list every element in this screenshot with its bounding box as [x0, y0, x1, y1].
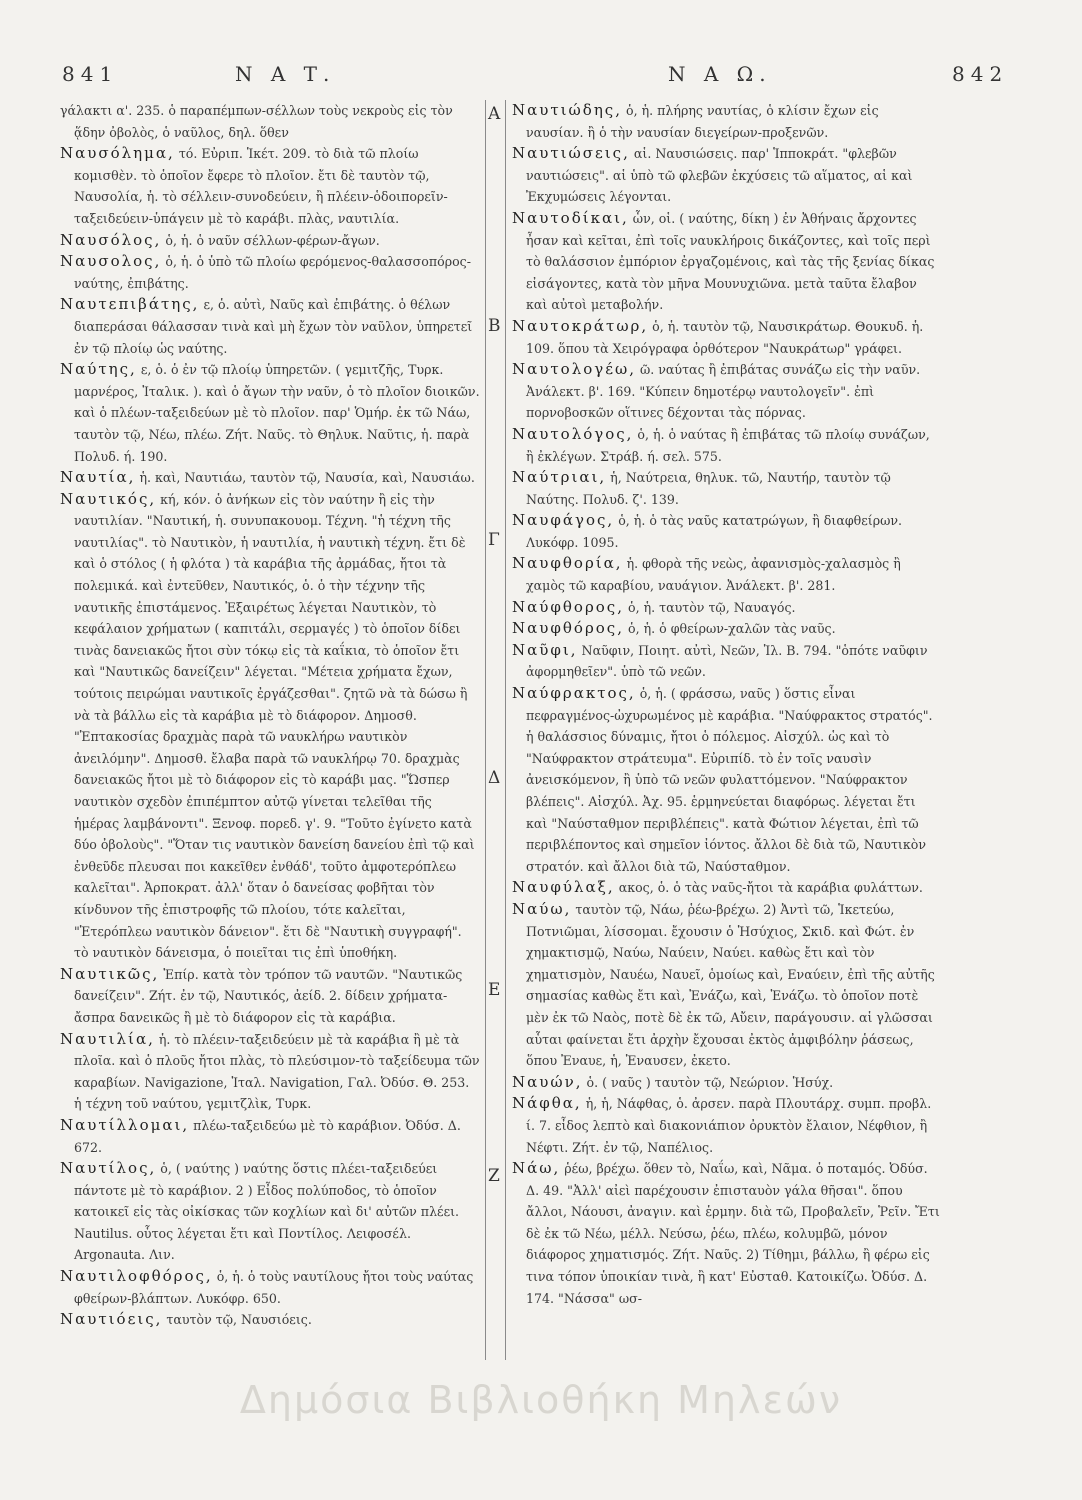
entry-headword: Ναύω,: [512, 899, 572, 918]
dictionary-entry: [512, 553, 940, 596]
dictionary-entry: [512, 1158, 940, 1309]
entry-text: ὁ, ἡ. ὁ ὑπὸ τῶ πλοίω φερόμενος-θαλασσοπόρος-ναύτης, ἐπιβάτης.: [74, 254, 471, 291]
entry-headword: Ναυτολογέω,: [512, 360, 636, 379]
entry-headword: Ναυτικῶς,: [60, 964, 160, 983]
entry-text: ἡ. καὶ, Ναυτιάω, ταυτὸν τῷ, Ναυσία, καὶ, Ναυσιάω.: [139, 470, 475, 486]
entry-headword: Ναυτιώσεις,: [512, 144, 630, 163]
entry-headword: Ναυσολος,: [60, 252, 162, 271]
entry-text: ὁ, ἡ. ὁ τὰς ναῦς κατατρώγων, ἢ διαφθείρων. Λυκόφρ. 1095.: [526, 513, 903, 550]
dictionary-entry: [512, 208, 940, 316]
entry-text: πλέω-ταξειδεύω μὲ τὸ καράβιον. Ὀδύσ. Δ. 672.: [74, 1117, 461, 1155]
column-divider-left: [485, 100, 486, 1360]
dictionary-entry: [512, 899, 940, 1072]
right-page-number: 842: [952, 62, 1009, 86]
dictionary-entry: [60, 489, 480, 964]
entry-headword: Ναύτριαι,: [512, 468, 607, 487]
entry-headword: Ναῦφι,: [512, 640, 578, 659]
entry-headword: Ναυτοκράτωρ,: [512, 316, 649, 335]
entry-text: ὁ, ( ναύτης ) ναύτης ὅστις πλέει-ταξειδεύει πάντοτε μὲ τὸ καράβιον. 2 ) Εἶδος πολύποδος, τὸ ὁποῖον κατοικεῖ εἰς τὰς οἰκίσκας τῶν κοχλίων καὶ δι' αὐτῶν πλέει. Nautilus. οὗτος λέγεται ἔτι καὶ Ποντίλος. Λειφοσέλ. Argonauta. Λιν.: [74, 1161, 460, 1263]
entry-headword: Ναυφθόρος,: [512, 619, 624, 638]
dictionary-entry: [60, 294, 480, 359]
dictionary-entry: [512, 467, 940, 510]
dictionary-entry: [512, 877, 940, 899]
entry-text: Ἐπίρ. κατὰ τὸν τρόπον τῶ ναυτῶν. "Ναυτικῶς δανείζειν". Ζήτ. ἐν τῷ, Ναυτικός, ἀείδ. 2. δίδειν χρήματα-ἄσπρα δανεικῶς ἢ μὲ τὸ διάφορον εἰς τὰ καράβια.: [74, 966, 463, 1025]
entry-text: ὁ, ἡ. ὁ φθείρων-χαλῶν τὰς ναῦς.: [627, 621, 836, 637]
entry-headword: Ναύφθορος,: [512, 597, 624, 616]
entry-headword: Ναύφρακτος,: [512, 684, 636, 703]
entry-text: ταυτὸν τῷ, Ναυσιόεις.: [166, 1312, 312, 1328]
section-letter: Β: [488, 316, 501, 336]
left-column: [60, 100, 480, 1331]
entry-headword: Ναυφύλαξ,: [512, 878, 615, 897]
entry-headword: Ναυτιόεις,: [60, 1310, 163, 1329]
entry-text: ακος, ὁ. ὁ τὰς ναῦς-ἤτοι τὰ καράβια φυλάττων.: [618, 880, 923, 896]
entry-headword: Ναυσόλος,: [60, 230, 162, 249]
entry-text: ὁ, ἡ. ταυτὸν τῷ, Ναυσικράτωρ. Θουκυδ. ἡ. 109. ὅπου τὰ Χειρόγραφα ὀρθότερον "Ναυκράτωρ" γράφει.: [526, 318, 924, 356]
dictionary-entry: [60, 964, 480, 1029]
dictionary-entry: [512, 143, 940, 208]
dictionary-entry: [512, 424, 940, 467]
entry-headword: Ναυσόλημα,: [60, 144, 175, 163]
entry-text: ῥέω, βρέχω. ὅθεν τὸ, Ναΐω, καὶ, Νᾶμα. ὁ ποταμός. Ὀδύσ. Δ. 49. "Ἀλλ' αἰεὶ παρέχουσιν ἐπισταυὸν γάλα θῆσαι". ὅπου ἄλλοι, Νάουσι, ἀναγιν. καὶ ἑρμην. διὰ τῶ, Προβαλεῖν, Ῥεῖν. Ἔτι δὲ ἐκ τῶ Νέω, μέλλ. Νεύσω, ῥέω, πλέω, κολυμβῶ, μόνον διάφορος χηματισμός. Ζήτ. Ναῦς. 2) Τίθημι, βάλλω, ἢ φέρω εἰς τινα τόπον ὑποικίαν τινὰ, ἢ κατ' Εὐσταθ. Κατοικίζω. Ὀδύσ. Δ. 174. "Νάσσα" ωσ-: [526, 1161, 940, 1306]
entry-text: ἡ, Ναύτρεια, θηλυκ. τῶ, Ναυτήρ, ταυτὸν τῷ Ναύτης. Πολυδ. ζ'. 139.: [526, 470, 891, 507]
entry-headword: Ναύτης,: [60, 360, 137, 379]
dictionary-entry: [512, 316, 940, 359]
dictionary-entry: [512, 1093, 940, 1158]
entry-text: Ναῦφιν, Ποιητ. αὐτὶ, Νεῶν, Ἰλ. Β. 794. "ὁπότε ναῦφιν ἀφορμηθεῖεν". ὑπὸ τῶ νεῶν.: [526, 642, 928, 680]
dictionary-entry: [512, 683, 940, 877]
dictionary-entry: [60, 1309, 480, 1331]
entry-text: κή, κόν. ὁ ἀνήκων εἰς τὸν ναύτην ἢ εἰς τὴν ναυτιλίαν. "Ναυτική, ἡ. συνυπακουομ. Τέχνη. "ἡ τέχνη τῆς ναυτιλίας". τὸ Ναυτικὸν, ἡ ναυτιλία, ἡ ναυτικὴ τέχνη. ἔτι δὲ καὶ ὁ στόλος ( ἡ φλότα ) τὰ καράβια τῆς ἀρμάδας, ἤτοι τὰ πολεμικά. καὶ ἐντεῦθεν, Ναυτικός, ὁ. ὁ τὴν τέχνην τῆς ναυτικῆς ἐπιστάμενος. Ἐξαιρέτως λέγεται Ναυτικὸν, τὸ κεφάλαιον χρήματων ( καπιτάλι, σερμαγές ) τὸ ὁποῖον δίδει τινὰς δανειακῶς ἤτοι σὺν τόκῳ εἰς τὰ καΐκια, τὸ ὁποῖον ἔτι καὶ "Ναυτικῶς δανείζειν" λέγεται. "Μέτεια χρήματα ἔχων, τούτοις πειρώμαι ναυτικοῖς ἐργάζεσθαι". ζητῶ νὰ τὰ δώσω ἢ νὰ τὰ βάλλω εἰς τὰ καράβια μὲ τὸ διάφορον. Δημοσθ. "Ἐπτακοσίας δραχμὰς παρὰ τῶ ναυκλήρω ναυτικὸν ἀνειλόμην". Δημοσθ. ἔλαβα παρὰ τῶ ναυκλήρῳ 70. δραχμὰς δανειακῶς ἤτοι μὲ τὸ διάφορον εἰς τὸ καράβι μας. "Ὥσπερ ναυτικὸν σχεδὸν ἐπιπέμπτον αὐτῷ γίνεται τελεῖθαι τῆς ἡμέρας λαμβάνοντι". Ξενοφ. πορεδ. γ'. 9. "Τοῦτο ἐγίνετο κατὰ δύο ὀβολοὺς". "Ὅταν τις ναυτικὸν δανείση δανείου ἐπὶ τῷ καὶ ἐνθεῦδε πλευσαι ποι κακεῖθεν ἐνθάδ', τοῦτο ἀμφοτερόπλεω καλεῖται". Ἀρποκρατ. ἀλλ' ὅταν ὁ δανείσας φοβῆται τὸν κίνδυνον τῆς ἐπιστροφῆς τῶ πλοίου, τότε καλεῖται, "Ἑτερόπλεω ναυτικὸν δάνειον". ἔτι δὲ "Ναυτικὴ συγγραφή". τὸ ναυτικὸν δάνεισμα, ὁ ποιεῖται τις ἐπὶ ὑποθήκη.: [74, 491, 475, 961]
dictionary-entry: [60, 143, 480, 229]
dictionary-entry: [512, 510, 940, 553]
entry-text: ε, ὁ. ὁ ἐν τῷ πλοίῳ ὑπηρετῶν. ( γεμιτζῆς, Τυρκ. μαρνέρος, Ἰταλικ. ). καὶ ὁ ἄγων τὴν ναῦν, ὁ τὸ πλοῖον διοικῶν. καὶ ὁ πλέων-ταξειδεύων μὲ τὸ πλοῖον. παρ' Ὁμήρ. ἐκ τῶ Νάω, ταυτὸν τῷ, Νέω, πλέω. Ζήτ. Ναῦς. τὸ Θηλυκ. Ναῦτις, ἡ. παρὰ Πολυδ. ή. 190.: [74, 362, 480, 464]
dictionary-entry: [60, 359, 480, 467]
dictionary-entry: [60, 1158, 480, 1266]
dictionary-entry: [512, 640, 940, 683]
dictionary-entry: [512, 1072, 940, 1094]
dictionary-entry: [60, 467, 480, 489]
dictionary-entry: [512, 597, 940, 619]
entry-text: ὁ, ἡ. ταυτὸν τῷ, Ναυαγός.: [627, 599, 796, 615]
left-page-number: 841: [62, 62, 119, 86]
section-letter: Γ: [488, 530, 500, 550]
entry-headword: Ναυτίλλομαι,: [60, 1115, 190, 1134]
right-running-head: Ν Α Ω.: [668, 62, 772, 86]
dictionary-entry: [60, 100, 480, 143]
entry-headword: Νάω,: [512, 1159, 561, 1178]
entry-text: ὁ, ἡ. ὁ ναύτας ἢ ἐπιβάτας τῶ πλοίῳ συνάζων, ἢ ἐκλέγων. Στράβ. ή. σελ. 575.: [526, 426, 930, 464]
entry-text: γάλακτι α'. 235. ὁ παραπέμπων-σέλλων τοὺς νεκροὺς εἰς τὸν ᾅδην ὀβολὸς, ὁ ναῦλος, δηλ. ὅθεν: [60, 103, 453, 140]
entry-text: ὁ. ( ναῦς ) ταυτὸν τῷ, Νεώριον. Ἡσύχ.: [586, 1074, 834, 1090]
left-running-head: Ν Α Τ.: [235, 62, 336, 86]
entry-headword: Ναυτία,: [60, 468, 136, 487]
entry-text: ὧν, οἱ. ( ναύτης, δίκη ) ἐν Ἀθήναις ἄρχοντες ἦσαν καὶ κεῖται, ἐπὶ τοῖς ναυκλήροις δικάζοντες, καὶ τοῖς περὶ τὸ θαλάσσιον ἐμπόριον ἐργαζομένοις, καὶ τὰς τῆς ξενίας δίκας εἰσάγοντες, κατὰ τὸν μῆνα Μουνυχιῶνα. μετὰ ταῦτα ἔλαβον καὶ αὐτοὶ μεταβολήν.: [526, 210, 935, 313]
entry-headword: Ναυτικός,: [60, 489, 157, 508]
entry-headword: Ναυών,: [512, 1072, 583, 1091]
dictionary-entry: [512, 359, 940, 424]
entry-text: ῶ. ναύτας ἢ ἐπιβάτας συνάζω εἰς τὴν ναῦν. Ἀνάλεκτ. β'. 169. "Κύπειν δημοτέρῳ ναυτολογεῖν". ἐπὶ πορνοβοσκῶν οἵτινες δέχονται τὰς πόρνας.: [526, 362, 921, 421]
entry-text: ἡ. φθορὰ τῆς νεὼς, ἀφανισμὸς-χαλασμὸς ἢ χαμὸς τῶ καραβίου, ναυάγιον. Ἀνάλεκτ. β'. 281.: [526, 556, 901, 594]
entry-headword: Ναυτίλος,: [60, 1159, 157, 1178]
entry-text: ὁ, ἡ. ὁ τοὺς ναυτίλους ἤτοι τοὺς ναύτας φθείρων-βλάπτων. Λυκόφρ. 650.: [74, 1269, 474, 1306]
dictionary-entry: [512, 100, 940, 143]
entry-text: ταυτὸν τῷ, Νάω, ῥέω-βρέχω. 2) Ἀντὶ τῶ, Ἱκετεύω, Ποτνιῶμαι, λίσσομαι. ἔχουσιν ὁ Ἡσύχιος, Σκιδ. καὶ Φώτ. ἐν χημακτισμῷ, Ναύω, Ναύειν, Ναύει. καθὼς ἔτι καὶ τὸν χηματισμὸν, Ναυέω, Ναυεῖ, ὁμοίως καὶ, Εναύειν, ἐπὶ τῆς αὐτῆς σημασίας καθὼς ἔτι καὶ, Ἐνάζω, καὶ, Ἐνάζω. τὸ ὁποῖον ποτὲ μὲν ἐκ τῶ Ναὸς, ποτὲ δὲ ἐκ τῶ, Αὔειν, παράγουσιν. αἱ γλῶσσαι αὗται φαίνεται ἔτι ἀρχὴν ἔχουσαι ἐκτὸς ἀμφιβόλην ῥάσεως, ὅπου Ἐναυε, ἡ, Ἐναυσεν, ἐκετο.: [526, 901, 935, 1069]
entry-headword: Ναυτιλοφθόρος,: [60, 1267, 213, 1286]
entry-headword: Ναυτοδίκαι,: [512, 208, 629, 227]
entry-text: αἱ. Ναυσιώσεις. παρ' Ἱπποκράτ. "φλεβῶν ναυτιώσεις". αἱ ὑπὸ τῶ φλεβῶν ἐκχύσεις τῶ αἵματος, αἱ καὶ Ἐκχυμώσεις λέγονται.: [526, 146, 913, 205]
dictionary-entry: [512, 618, 940, 640]
entry-text: ὁ, ἡ. ( φράσσω, ναῦς ) ὅστις εἶναι πεφραγμένος-ὠχυρωμένος μὲ καράβια. "Ναύφρακτος στρατός". ἡ θαλάσσιος δύναμις, ἤτοι ὁ πόλεμος. Αἰσχύλ. ὡς καὶ τὸ "Ναύφρακτον στράτευμα". Εὐριπίδ. τὸ ἐν τοῖς ναυσὶν ἀνεισκόμενον, ἢ ὑπὸ τῶ νεῶν φυλαττόμενον. "Ναύφρακτον βλέπεις". Αἰσχύλ. Ἀχ. 95. ἑρμηνεύεται διαφόρως. λέγεται ἔτι καὶ "Ναύσταθμον περιβλέπεις". κατὰ Φώτιον λέγεται, ἐπὶ τῶ περιβλέποντος καὶ σημεῖον ἰόντος. ἄλλοι δὲ διὰ τῶ, Ναυτικὸν στρατόν. καὶ ἄλλοι διὰ τῶ, Ναύσταθμον.: [526, 686, 933, 874]
dictionary-entry: [60, 1029, 480, 1115]
entry-headword: Ναυτολόγος,: [512, 424, 634, 443]
entry-text: ὁ, ἡ. πλήρης ναυτίας, ὁ κλίσιν ἔχων εἰς ναυσίαν. ἢ ὁ τὴν ναυσίαν διεγείρων-προξενῶν.: [526, 103, 879, 140]
dictionary-entry: [60, 1266, 480, 1309]
library-watermark: Δημόσια Βιβλιοθήκη Μηλεών: [239, 1378, 843, 1422]
right-column: [512, 100, 940, 1309]
column-divider-right: [505, 100, 506, 1360]
entry-headword: Ναυτεπιβάτης,: [60, 295, 200, 314]
entry-text: ε, ὁ. αὐτὶ, Ναῦς καὶ ἐπιβάτης. ὁ θέλων διαπεράσαι θάλασσαν τινὰ καὶ μὴ ἔχων τὸν ναῦλον, ὑπηρετεῖ ἐν τῷ πλοίῳ ὡς ναύτης.: [74, 297, 473, 356]
section-letter: Α: [488, 104, 501, 124]
entry-headword: Νάφθα,: [512, 1094, 582, 1113]
entry-headword: Ναυφάγος,: [512, 511, 615, 530]
entry-text: ἡ, ἡ, Νάφθας, ὁ. ἀρσεν. παρὰ Πλουτάρχ. συμπ. προβλ. ί. 7. εἶδος λεπτὸ καὶ διακονιάπιον ὀρυκτὸν ἔλαιον, Νέφθιον, ἢ Νέφτι. Ζήτ. ἐν τῷ, Ναπέλιος.: [526, 1096, 932, 1155]
section-letter: Ε: [488, 980, 501, 1000]
section-letter: Ζ: [488, 1166, 500, 1186]
entry-headword: Ναυτιώδης,: [512, 101, 622, 119]
dictionary-entry: [60, 1115, 480, 1158]
dictionary-entry: [60, 230, 480, 252]
entry-text: ἡ. τὸ πλέειν-ταξειδεύειν μὲ τὰ καράβια ἢ μὲ τὰ πλοῖα. καὶ ὁ πλοῦς ἤτοι πλὰς, τὸ πλεύσιμον-τὸ ταξείδευμα τῶν καραβίων. Navigazione, Ἰταλ. Navigation, Γαλ. Ὀδύσ. Θ. 253. ἡ τέχνη τοῦ ναύτου, γεμιτζλὶκ, Τυρκ.: [74, 1031, 480, 1112]
entry-text: ὁ, ἡ. ὁ ναῦν σέλλων-φέρων-ἄγων.: [165, 232, 380, 248]
entry-headword: Ναυφθορία,: [512, 554, 623, 573]
entry-headword: Ναυτιλία,: [60, 1029, 155, 1048]
section-letter: Δ: [488, 768, 501, 788]
dictionary-entry: [60, 251, 480, 294]
entry-text: τό. Εὐριπ. Ἱκέτ. 209. τὸ διὰ τῶ πλοίω κομισθὲν. τὸ ὁποῖον ἔφερε τὸ πλοῖον. ἔτι δὲ ταυτὸν τῷ, Ναυσολία, ἡ. τὸ σέλλειν-συνοδεύειν, ἢ πλέειν-ὁδοιπορεῖν-ταξειδεύειν-ὑπάγειν μὲ τὸ καράβι. πλὰς, ναυτιλία.: [74, 146, 448, 226]
